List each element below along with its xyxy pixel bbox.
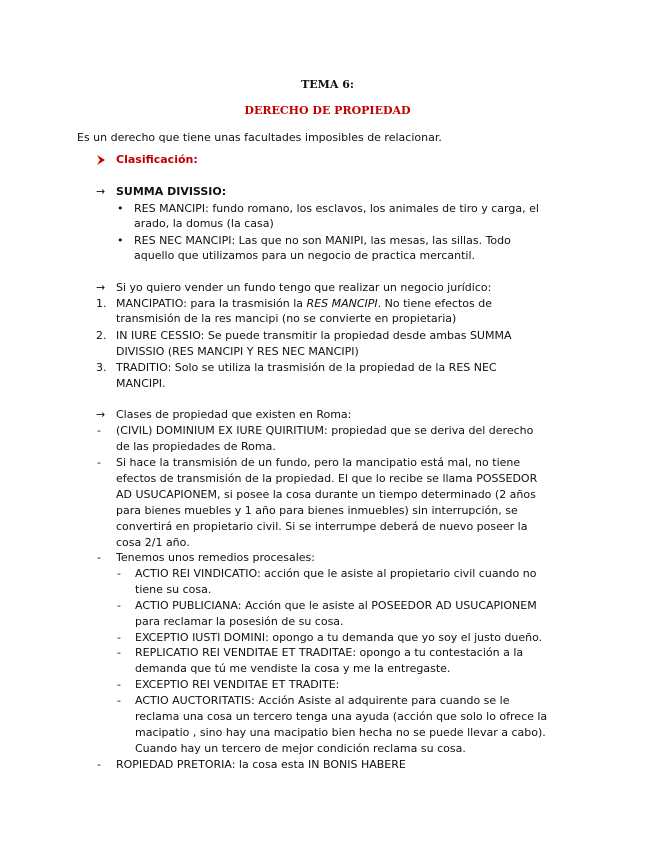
remedio-line: para reclamar la posesión de su cosa. bbox=[135, 615, 344, 628]
dash-bullet: - bbox=[117, 646, 121, 659]
venta-item-line: DIVISSIO (RES MANCIPI Y RES NEC MANCIPI) bbox=[116, 345, 359, 358]
clases-line: de las propiedades de Roma. bbox=[116, 440, 276, 453]
remedio-line: ACTIO PUBLICIANA: Acción que le asiste al POSEEDOR AD USUCAPIONEM bbox=[135, 599, 537, 612]
list-number: 1. bbox=[96, 297, 107, 310]
remedio-line: ACTIO AUCTORITATIS: Acción Asiste al adquirente para cuando se le bbox=[135, 694, 510, 707]
arrowhead-bullet-icon bbox=[96, 153, 106, 168]
remedio-line: tiene su cosa. bbox=[135, 583, 212, 596]
remedio-line: demanda que tú me vendiste la cosa y me la entregaste. bbox=[135, 662, 451, 675]
clases-line: para bienes muebles y 1 año para bienes inmuebles) sin interrupción, se bbox=[116, 504, 518, 517]
remedio-line: ACTIO REI VINDICATIO: acción que le asiste al propietario civil cuando no bbox=[135, 567, 537, 580]
page-subtitle: DERECHO DE PROPIEDAD bbox=[244, 104, 411, 117]
summa-bullet-line: RES NEC MANCIPI: Las que no son MANIPI, las mesas, las sillas. Todo bbox=[134, 234, 511, 247]
remedio-line: macipatio , sino hay una macipatio bien hecha no se puede llevar a cabo). bbox=[135, 726, 546, 739]
venta-item-line: MANCIPATIO: para la trasmisión la RES MANCIPI. No tiene efectos de bbox=[116, 297, 492, 310]
dash-bullet: - bbox=[97, 551, 101, 564]
dash-bullet: - bbox=[97, 456, 101, 469]
clases-line: cosa 2/1 año. bbox=[116, 536, 190, 549]
remedio-line: reclama una cosa un tercero tenga una ayuda (acción que solo lo ofrece la bbox=[135, 710, 548, 723]
clases-line: Si hace la transmisión de un fundo, pero la mancipatio está mal, no tiene bbox=[116, 456, 521, 469]
venta-heading: Si yo quiero vender un fundo tengo que realizar un negocio jurídico: bbox=[116, 281, 492, 294]
clases-line: (CIVIL) DOMINIUM EX IURE QUIRITIUM: propiedad que se deriva del derecho bbox=[116, 424, 534, 437]
dash-bullet: - bbox=[117, 694, 121, 707]
bullet-dot-icon: • bbox=[117, 234, 124, 247]
clases-heading: Clases de propiedad que existen en Roma: bbox=[116, 408, 352, 421]
dash-bullet: - bbox=[117, 678, 121, 691]
bullet-dot-icon: • bbox=[117, 202, 124, 215]
dash-bullet: - bbox=[117, 599, 121, 612]
section-heading-clasificacion: Clasificación: bbox=[116, 153, 198, 166]
remedio-line: EXCEPTIO IUSTI DOMINI: opongo a tu demanda que yo soy el justo dueño. bbox=[135, 631, 543, 644]
clases-line: convertirá en propietario civil. Si se interrumpe deberá de nuevo poseer la bbox=[116, 520, 528, 533]
remedio-line: REPLICATIO REI VENDITAE ET TRADITAE: opongo a tu contestación a la bbox=[135, 646, 524, 659]
page-title: TEMA 6: bbox=[301, 78, 354, 91]
clases-line: AD USUCAPIONEM, si posee la cosa durante un tiempo determinado (2 años bbox=[116, 488, 536, 501]
arrow-bullet-icon: → bbox=[96, 185, 106, 198]
venta-item-line: IN IURE CESSIO: Se puede transmitir la propiedad desde ambas SUMMA bbox=[116, 329, 512, 342]
remedio-line: Cuando hay un tercero de mejor condición reclama su cosa. bbox=[135, 742, 466, 755]
summa-divissio-heading: SUMMA DIVISSIO: bbox=[116, 185, 227, 198]
list-number: 2. bbox=[96, 329, 107, 342]
venta-item-line: MANCIPI. bbox=[116, 377, 166, 390]
summa-bullet-line: aquello que utilizamos para un negocio de practica mercantil. bbox=[134, 249, 476, 262]
dash-bullet: - bbox=[117, 567, 121, 580]
clases-line: efectos de transmisión de la propiedad. El que lo recibe se llama POSSEDOR bbox=[116, 472, 538, 485]
venta-item-line: TRADITIO: Solo se utiliza la trasmisión de la propiedad de la RES NEC bbox=[116, 361, 497, 374]
venta-item-line: transmisión de la res mancipi (no se convierte en propietaria) bbox=[116, 312, 457, 325]
remedio-line: EXCEPTIO REI VENDITAE ET TRADITE: bbox=[135, 678, 340, 691]
dash-bullet: - bbox=[97, 424, 101, 437]
list-number: 3. bbox=[96, 361, 107, 374]
remedios-heading: Tenemos unos remedios procesales: bbox=[116, 551, 315, 564]
summa-bullet-line: arado, la domus (la casa) bbox=[134, 217, 274, 230]
dash-bullet: - bbox=[117, 631, 121, 644]
arrow-bullet-icon: → bbox=[96, 408, 106, 421]
dash-bullet: - bbox=[97, 758, 101, 771]
pretoria-line: ROPIEDAD PRETORIA: la cosa esta IN BONIS HABERE bbox=[116, 758, 406, 771]
intro-paragraph: Es un derecho que tiene unas facultades imposibles de relacionar. bbox=[77, 131, 442, 144]
arrow-bullet-icon: → bbox=[96, 281, 106, 294]
summa-bullet-line: RES MANCIPI: fundo romano, los esclavos, los animales de tiro y carga, el bbox=[134, 202, 539, 215]
